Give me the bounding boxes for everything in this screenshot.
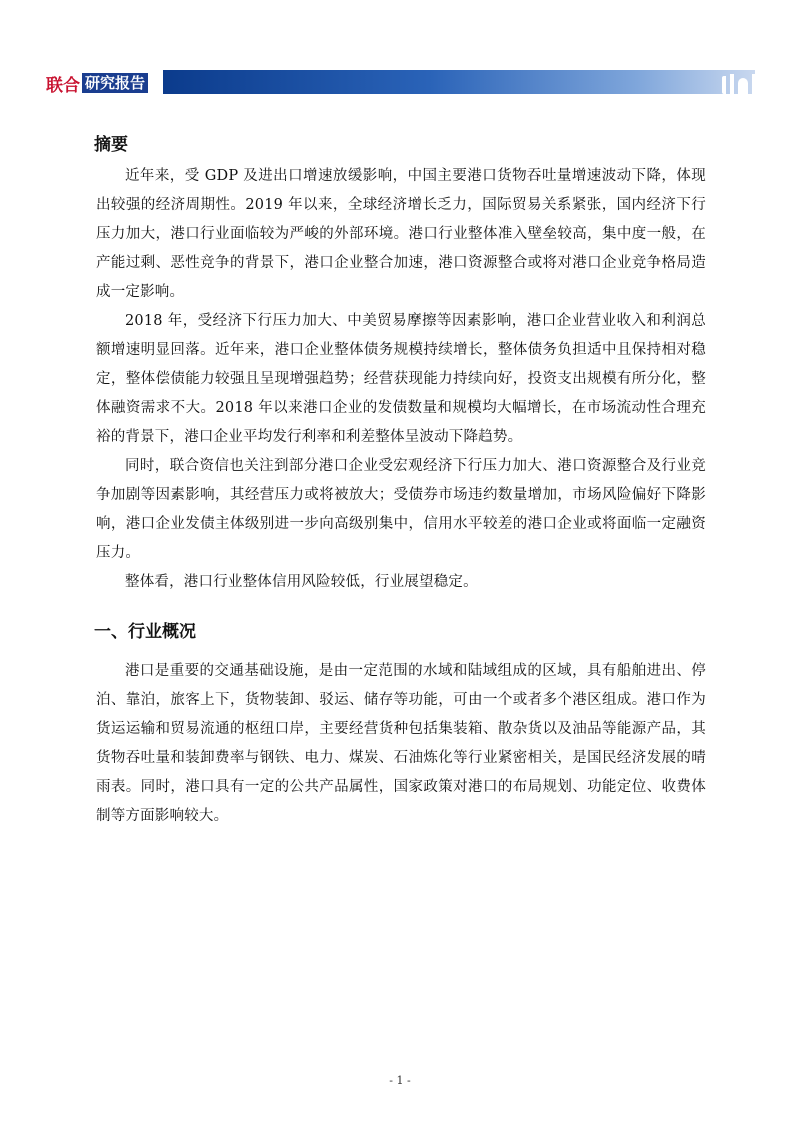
brand-logo (46, 72, 148, 94)
brand-name-part2: 研究报告 (82, 73, 148, 93)
page-number: - 1 - (389, 1074, 411, 1087)
section1-paragraph-1: 港口是重要的交通基础设施，是由一定范围的水域和陆域组成的区域，具有船舶进出、停泊、靠泊，旅客上下，货物装卸、驳运、储存等功能，可由一个或者多个港区组成。港口作为货运运输和贸易流通的枢纽口岸，主要经营货种包括集装箱、散杂货以及油品等能源产品，其货物吞吐量和装卸费率与钢铁、电力、煤炭、石油炼化等行业紧密相关，是国民经济发展的晴雨表。同时，港口具有一定的公共产品属性，国家政策对港口的布局规划、功能定位、收费体制等方面影响较大。 (96, 663, 706, 824)
page-content (96, 132, 706, 831)
abstract-paragraph-4: 整体看，港口行业整体信用风险较低，行业展望稳定。 (125, 574, 478, 590)
report-header (0, 68, 800, 96)
abstract-paragraph-1: 近年来，受 GDP 及进出口增速放缓影响，中国主要港口货物吞吐量增速波动下降，体现出较强的经济周期性。2019 年以来，全球经济增长乏力，国际贸易关系紧张，国内经济下行压力加大，港口行业面临较为严峻的外部环境。港口行业整体准入壁垒较高，集中度一般，在产能过剩、恶性竞争的背景下，港口企业整合加速，港口资源整合或将对港口企业竞争格局造成一定影响。 (96, 168, 706, 300)
abstract-heading: 摘要 (94, 135, 128, 155)
brand-name-part1: 联合 (46, 75, 80, 96)
abstract-paragraph-2: 2018 年，受经济下行压力加大、中美贸易摩擦等因素影响，港口企业营业收入和利润总额增速明显回落。近年来，港口企业整体债务规模持续增长，整体债务负担适中且保持相对稳定，整体偿债能力较强且呈现增强趋势；经营获现能力持续向好，投资支出规模有所分化，整体融资需求不大。2018 年以来港口企业的发债数量和规模均大幅增长，在市场流动性合理充裕的背景下，港口企业平均发行利率和利差整体呈波动下降趋势。 (96, 313, 706, 445)
section-heading-industry-overview: 一、行业概况 (94, 622, 196, 642)
abstract-paragraph-3: 同时，联合资信也关注到部分港口企业受宏观经济下行压力加大、港口资源整合及行业竞争加剧等因素影响，其经营压力或将被放大；受债券市场违约数量增加，市场风险偏好下降影响，港口企业发债主体级别进一步向高级别集中，信用水平较差的港口企业或将面临一定融资压力。 (96, 458, 706, 561)
header-gradient-bar (163, 70, 755, 94)
company-mark-icon (722, 72, 760, 94)
